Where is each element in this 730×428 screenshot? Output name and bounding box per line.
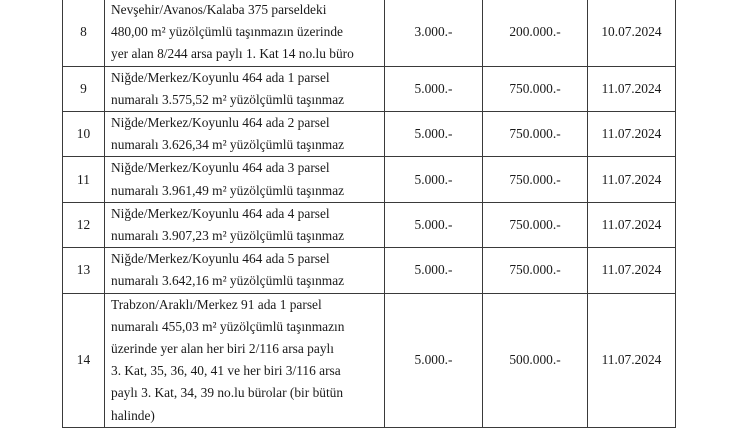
guarantee-amount: 5.000.- bbox=[385, 248, 483, 293]
table-row bbox=[63, 293, 676, 427]
estimated-value: 750.000.- bbox=[483, 66, 588, 111]
table-row bbox=[63, 0, 676, 66]
description-line: halinde) bbox=[111, 407, 155, 423]
row-number: 11 bbox=[63, 157, 105, 202]
table-row bbox=[63, 112, 676, 157]
description-line: numaralı 3.575,52 m² yüzölçümlü taşınmaz bbox=[111, 91, 345, 107]
description-line: numaralı 455,03 m² yüzölçümlü taşınmazın bbox=[111, 318, 345, 334]
property-description bbox=[105, 157, 385, 202]
auction-date: 11.07.2024 bbox=[588, 202, 676, 247]
property-description bbox=[105, 0, 385, 66]
table-row bbox=[63, 66, 676, 111]
estimated-value: 750.000.- bbox=[483, 202, 588, 247]
description-line: yer alan 8/244 arsa paylı 1. Kat 14 no.lu büro bbox=[111, 46, 354, 62]
estimated-value: 750.000.- bbox=[483, 112, 588, 157]
description-line: Niğde/Merkez/Koyunlu 464 ada 5 parsel bbox=[111, 251, 330, 267]
description-line: Niğde/Merkez/Koyunlu 464 ada 2 parsel bbox=[111, 115, 330, 131]
description-line: paylı 3. Kat, 34, 39 no.lu bürolar (bir bütün bbox=[111, 385, 344, 401]
auction-date: 10.07.2024 bbox=[588, 0, 676, 66]
description-line: numaralı 3.626,34 m² yüzölçümlü taşınmaz bbox=[111, 137, 345, 153]
property-description bbox=[105, 66, 385, 111]
property-description bbox=[105, 293, 385, 427]
auction-date: 11.07.2024 bbox=[588, 112, 676, 157]
guarantee-amount: 5.000.- bbox=[385, 112, 483, 157]
estimated-value: 750.000.- bbox=[483, 248, 588, 293]
guarantee-amount: 5.000.- bbox=[385, 66, 483, 111]
estimated-value: 200.000.- bbox=[483, 0, 588, 66]
row-number: 10 bbox=[63, 112, 105, 157]
property-description bbox=[105, 202, 385, 247]
auction-date: 11.07.2024 bbox=[588, 293, 676, 427]
description-line: numaralı 3.642,16 m² yüzölçümlü taşınmaz bbox=[111, 273, 345, 289]
guarantee-amount: 5.000.- bbox=[385, 293, 483, 427]
guarantee-amount: 5.000.- bbox=[385, 157, 483, 202]
description-line: Niğde/Merkez/Koyunlu 464 ada 4 parsel bbox=[111, 205, 330, 221]
property-description bbox=[105, 112, 385, 157]
auction-date: 11.07.2024 bbox=[588, 157, 676, 202]
table-row bbox=[63, 248, 676, 293]
description-line: Nevşehir/Avanos/Kalaba 375 parseldeki bbox=[111, 2, 327, 17]
estimated-value: 750.000.- bbox=[483, 157, 588, 202]
table-row bbox=[63, 157, 676, 202]
description-line: 480,00 m² yüzölçümlü taşınmazın üzerinde bbox=[111, 24, 343, 40]
description-line: üzerinde yer alan her biri 2/116 arsa paylı bbox=[111, 341, 334, 357]
description-line: 3. Kat, 35, 36, 40, 41 ve her biri 3/116 arsa bbox=[111, 363, 341, 379]
row-number: 14 bbox=[63, 293, 105, 427]
estimated-value: 500.000.- bbox=[483, 293, 588, 427]
table-row bbox=[63, 202, 676, 247]
row-number: 12 bbox=[63, 202, 105, 247]
description-line: Trabzon/Araklı/Merkez 91 ada 1 parsel bbox=[111, 296, 322, 312]
auction-date: 11.07.2024 bbox=[588, 66, 676, 111]
row-number: 13 bbox=[63, 248, 105, 293]
row-number: 9 bbox=[63, 66, 105, 111]
row-number: 8 bbox=[63, 0, 105, 66]
auction-table bbox=[62, 0, 676, 428]
description-line: numaralı 3.907,23 m² yüzölçümlü taşınmaz bbox=[111, 228, 345, 244]
description-line: numaralı 3.961,49 m² yüzölçümlü taşınmaz bbox=[111, 182, 345, 198]
auction-date: 11.07.2024 bbox=[588, 248, 676, 293]
guarantee-amount: 3.000.- bbox=[385, 0, 483, 66]
property-description bbox=[105, 248, 385, 293]
description-line: Niğde/Merkez/Koyunlu 464 ada 3 parsel bbox=[111, 160, 330, 176]
description-line: Niğde/Merkez/Koyunlu 464 ada 1 parsel bbox=[111, 69, 330, 85]
guarantee-amount: 5.000.- bbox=[385, 202, 483, 247]
